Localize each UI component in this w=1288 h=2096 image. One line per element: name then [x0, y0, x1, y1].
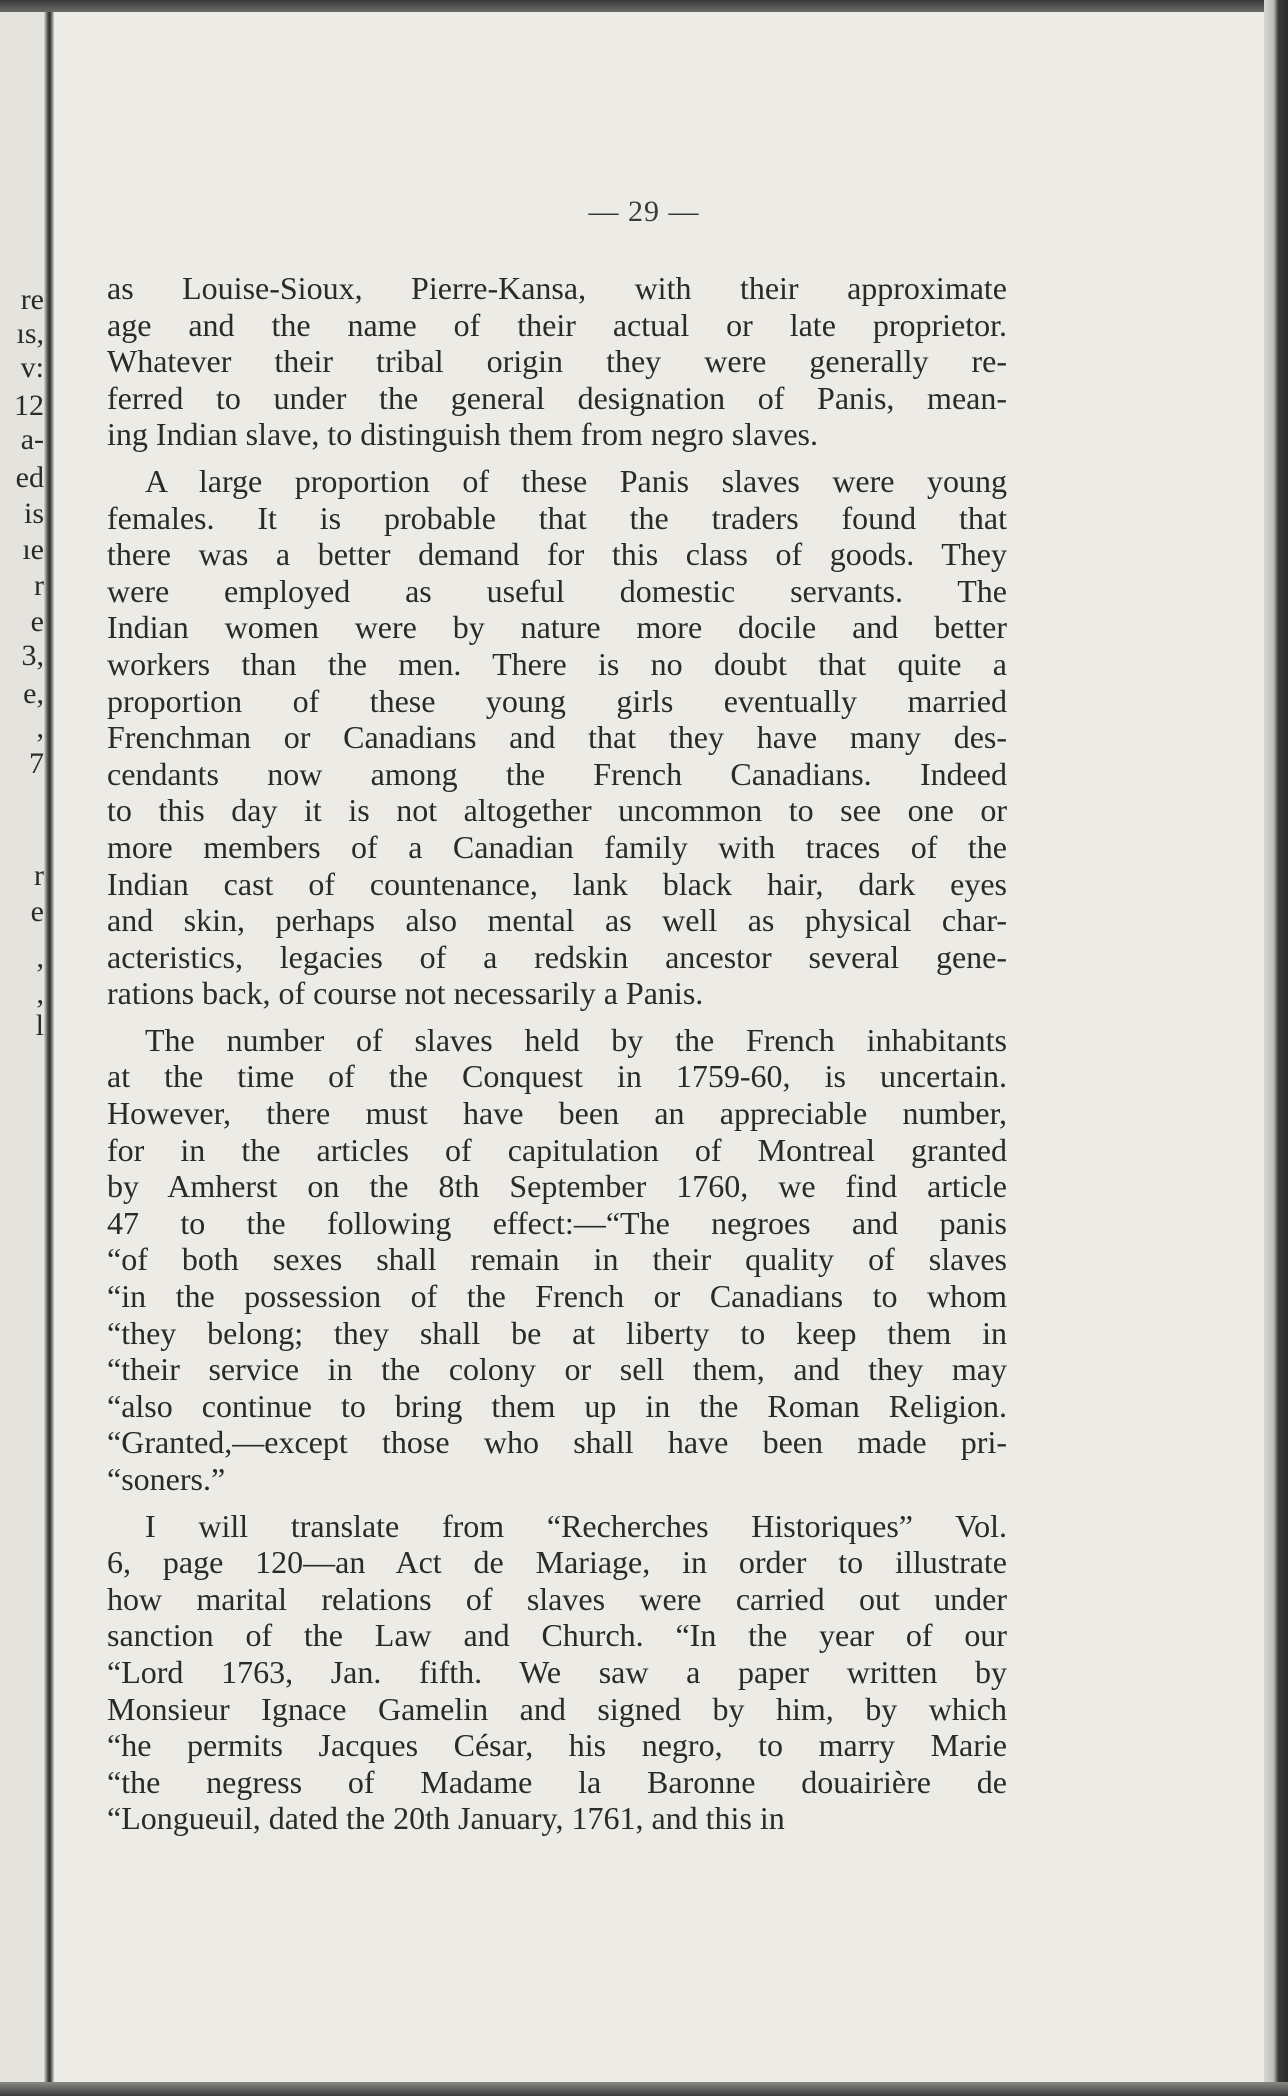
text-line: “Lord 1763, Jan. fifth. We saw a paper written by: [107, 1653, 1007, 1690]
text-line: “in the possession of the French or Canadians to whom: [107, 1278, 1007, 1315]
text-line: cendants now among the French Canadians. Indeed: [107, 755, 1007, 792]
text-line: Whatever their tribal origin they were generally re-: [107, 343, 1007, 380]
previous-page-fragment: v:: [20, 351, 44, 384]
text-line: ing Indian slave, to distinguish them from negro slaves.: [107, 416, 818, 453]
paragraph: [107, 1022, 1007, 1498]
paragraph: [107, 1508, 1007, 1837]
text-line: for in the articles of capitulation of Montreal granted: [107, 1131, 1007, 1168]
previous-page-fragment: ,: [36, 977, 44, 1010]
text-line: workers than the men. There is no doubt that quite a: [107, 645, 1007, 682]
text-line: “also continue to bring them up in the Roman Religion.: [107, 1387, 1007, 1424]
text-line: more members of a Canadian family with traces of the: [107, 828, 1007, 865]
previous-page-fragment: ,: [36, 941, 44, 974]
page-bottom-edge: [0, 2082, 1288, 2096]
text-line: “soners.”: [107, 1461, 226, 1497]
previous-page-fragment: r: [34, 569, 44, 602]
text-line: as Louise-Sioux, Pierre-Kansa, with their approximate: [107, 270, 1007, 306]
text-line: females. It is probable that the traders found that: [107, 499, 1007, 536]
text-line: “he permits Jacques César, his negro, to marry Marie: [107, 1727, 1007, 1764]
body-text: [107, 270, 1007, 1847]
page-right-edge: [1264, 0, 1288, 2096]
text-line: proportion of these young girls eventually married: [107, 682, 1007, 719]
text-line: rations back, of course not necessarily a Panis.: [107, 975, 704, 1012]
text-line: “Granted,—except those who shall have been made pri-: [107, 1424, 1007, 1461]
text-line: to this day it is not altogether uncommon to see one or: [107, 792, 1007, 829]
text-line: “their service in the colony or sell them, and they may: [107, 1351, 1007, 1388]
text-line: acteristics, legacies of a redskin ancestor several gene-: [107, 938, 1007, 975]
text-line: Indian cast of countenance, lank black hair, dark eyes: [107, 865, 1007, 902]
text-line: “of both sexes shall remain in their quality of slaves: [107, 1241, 1007, 1278]
previous-page-fragment: ıe: [22, 533, 44, 566]
text-line: A large proportion of these Panis slaves were young: [145, 462, 1007, 499]
previous-page-fragment: re: [20, 283, 44, 316]
previous-page-fragment: 7: [29, 747, 44, 780]
text-line: I will translate from “Recherches Historiques” Vol.: [145, 1507, 1007, 1544]
previous-page-fragment: a-: [20, 423, 44, 456]
page-number: — 29 —: [588, 195, 700, 228]
text-line: by Amherst on the 8th September 1760, we find article: [107, 1168, 1007, 1205]
previous-page-fragment: e: [30, 895, 44, 928]
text-line: The number of slaves held by the French inhabitants: [145, 1021, 1007, 1058]
text-line: “Longueuil, dated the 20th January, 1761, and this in: [107, 1800, 785, 1837]
book-gutter: [44, 0, 54, 2096]
previous-page-fragment: e: [30, 605, 44, 638]
previous-page-fragment: 3,: [21, 639, 44, 672]
paragraph: [107, 270, 1007, 453]
text-line: 47 to the following effect:—“The negroes and panis: [107, 1204, 1007, 1241]
text-line: ferred to under the general designation of Panis, mean-: [107, 379, 1007, 416]
previous-page-margin: [0, 0, 44, 2096]
paragraph: [107, 463, 1007, 1012]
text-line: However, there must have been an appreciable number,: [107, 1095, 1007, 1132]
text-line: were employed as useful domestic servants. The: [107, 572, 1007, 609]
previous-page-fragment: is: [23, 497, 44, 530]
text-line: and skin, perhaps also mental as well as physical char-: [107, 902, 1007, 939]
text-line: 6, page 120—an Act de Mariage, in order to illustrate: [107, 1544, 1007, 1581]
previous-page-fragment: l: [35, 1009, 44, 1042]
previous-page-fragment: r: [34, 859, 44, 892]
text-line: “they belong; they shall be at liberty to keep them in: [107, 1314, 1007, 1351]
text-line: at the time of the Conquest in 1759-60, is uncertain.: [107, 1058, 1007, 1095]
text-line: there was a better demand for this class of goods. They: [107, 536, 1007, 573]
page-top-edge: [0, 0, 1288, 12]
text-line: age and the name of their actual or late proprietor.: [107, 306, 1007, 343]
previous-page-fragment: 12: [14, 389, 44, 422]
previous-page-fragment: ed: [15, 461, 44, 494]
previous-page-fragment: ,: [36, 711, 44, 744]
text-line: Monsieur Ignace Gamelin and signed by him, by which: [107, 1690, 1007, 1727]
text-line: Indian women were by nature more docile and better: [107, 609, 1007, 646]
previous-page-fragment: ıs,: [16, 317, 44, 350]
text-line: how marital relations of slaves were carried out under: [107, 1580, 1007, 1617]
text-line: sanction of the Law and Church. “In the year of our: [107, 1617, 1007, 1654]
text-line: Frenchman or Canadians and that they have many des-: [107, 719, 1007, 756]
previous-page-fragment: e,: [23, 677, 44, 710]
text-line: “the negress of Madame la Baronne douairière de: [107, 1763, 1007, 1800]
